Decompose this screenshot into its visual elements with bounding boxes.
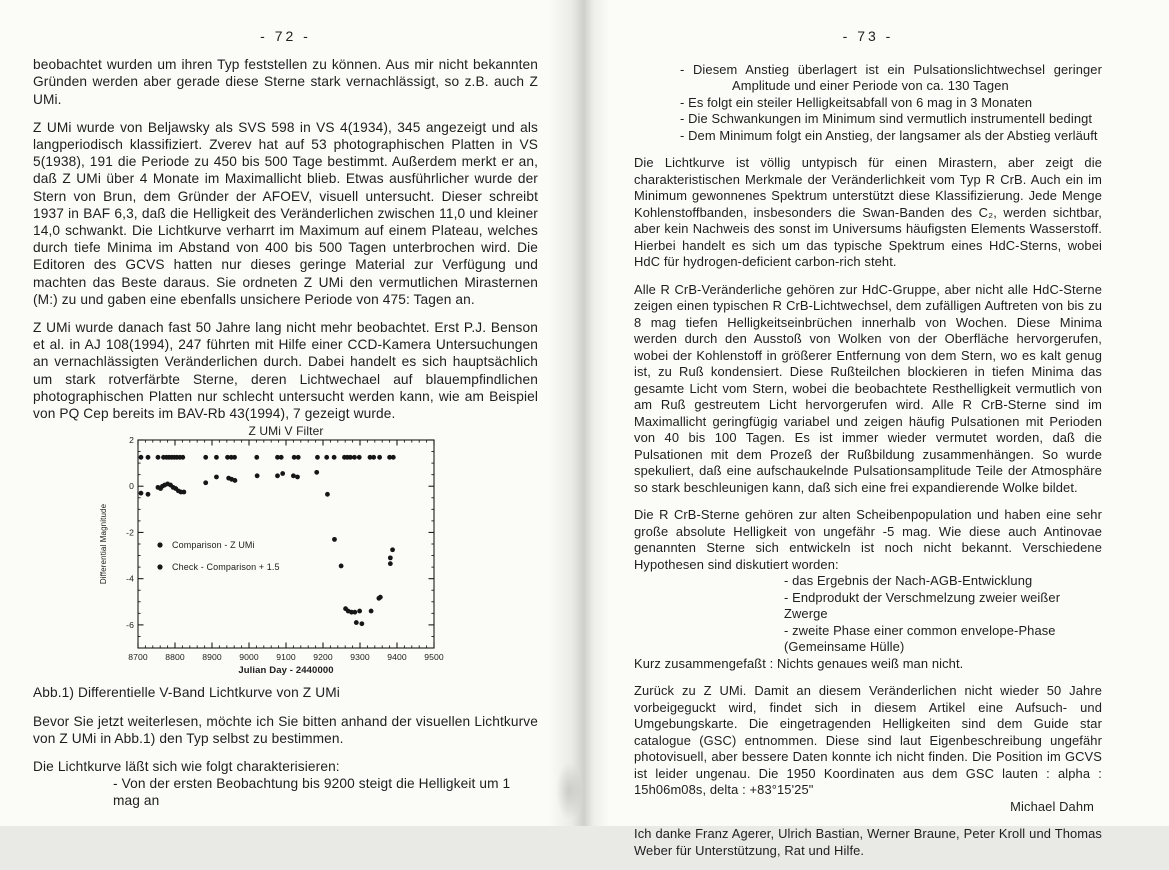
svg-text:Check - Comparison + 1.5: Check - Comparison + 1.5 xyxy=(172,562,280,573)
page-gutter-shadow xyxy=(548,0,610,826)
list-item: - Dem Minimum folgt ein Anstieg, der langsamer als der Abstieg verläuft xyxy=(680,127,1098,143)
list-item: - zweite Phase einer common envelope-Phase (Gemeinsame Hülle) xyxy=(784,622,1056,654)
paragraph: Die Lichtkurve läßt sich wie folgt charakterisieren: xyxy=(33,759,340,775)
list-item-continuation: Amplitude und einer Periode von ca. 130 Tagen xyxy=(732,78,1009,93)
paragraph: Die Lichtkurve ist völlig untypisch für einen Mirastern, aber zeigt die charakteristischen Merkmale der Veränderlichkeit vom Typ R CrB. Auch ein im Minimum gewonnenes Spektrum unterstützt diese Klassifizierung. Jede Menge Kohlenstoffbanden, insbesonders die Swan-Banden des C₂, werden sichtbar, aber kein Nachweis des sonst im Universums häufigsten Elements Wasserstoff. Hierbei handelt es sich um das typische Spektrum eines HdC-Sterns, wobei HdC für hydrogen-deficient carbon-rich steht. xyxy=(634,155,1102,269)
paragraph: beobachtet wurden um ihren Typ feststellen zu können. Aus mir nicht bekannten Gründen werden aber gerade diese Sterne stark vernachlässigt, so z.B. auch Z UMi. xyxy=(33,57,538,107)
paragraph: Die R CrB-Sterne gehören zur alten Scheibenpopulation und haben eine sehr große absolute Helligkeit von ungefähr -5 mag. Wie diese auch Antinovae genannten Sterne sich entwickeln ist noch nicht bekannt. Verschiedene Hypothesen sind diskutiert worden: xyxy=(634,507,1102,572)
svg-text:8900: 8900 xyxy=(202,652,222,663)
list-item: - Endprodukt der Verschmelzung zweier weißer Zwerge xyxy=(784,589,1061,621)
paragraph: Zurück zu Z UMi. Damit an diesem Veränderlichen nicht wieder 50 Jahre vorbeigeguckt wird, findet sich in diesem Artikel eine Aufsuch- und Umgebungskarte. Die eingetragenden Helligkeiten sind dem Guide star catalogue (GSC) entnommen. Diese sind laut Eigenbeschreibung ungefähr photovisuell, aber bessere Daten konnte ich nicht finden. Die Position im GCVS ist leider ungenau. Die 1950 Koordinaten aus dem GSC lauten : alpha : 15h06m08s, delta : +83°15'25" xyxy=(634,683,1102,797)
paragraph: Bevor Sie jetzt weiterlesen, möchte ich Sie bitten anhand der visuellen Lichtkurve von Z UMi in Abb.1) den Typ selbst zu bestimmen. xyxy=(33,713,538,746)
figure-1 xyxy=(98,424,538,680)
page-72 xyxy=(33,0,538,810)
svg-text:0: 0 xyxy=(129,481,134,492)
page-73 xyxy=(634,0,1102,870)
paragraph: Alle R CrB-Veränderliche gehören zur HdC-Gruppe, aber nicht alle HdC-Sterne zeigen einen typischen R CrB-Lichtwechsel, dem zufälligen Auftreten von bis zu 8 mag tiefen Helligkeitseinbrüchen innerhalb von Wochen. Diese Minima werden durch den Ausstoß von Wolken von der Oberfläche hervorgerufen, wobei der Kohlenstoff in größerer Entfernung von dem Stern, wo es kalt genug ist, zu Ruß kondensiert. Diese Rußteilchen blockieren in tiefen Minima das gesamte Licht vom Stern, wobei die beobachtete Resthelligkeit vermutlich von am Ruß gestreutem Licht hervorgerufen wird. Alle R CrB-Sterne sind im Maximallicht geringfügig variabel und zeigen häufig Pulsationen mit Perioden von 40 bis 100 Tagen. Es ist immer wieder vermutet worden, daß die Pulsationen mit dem Prozeß der Rußbildung zusammenhängen. So wurde spekuliert, daß eine aufschaukelnde Pulsationsamplitude Teile der Atmosphäre so stark beschleunigen kann, daß sich eine frei expandierende Wolke bildet. xyxy=(634,281,1102,495)
svg-text:8700: 8700 xyxy=(128,652,148,663)
svg-text:2: 2 xyxy=(129,435,134,446)
svg-text:-4: -4 xyxy=(126,573,134,584)
svg-text:9500: 9500 xyxy=(424,652,444,663)
acknowledgement: Ich danke Franz Agerer, Ulrich Bastian, Werner Braune, Peter Kroll und Thomas Weber für Unterstützung, Rat und Hilfe. xyxy=(634,826,1102,858)
page-number-right: - 73 - xyxy=(842,28,894,44)
svg-text:Julian Day - 2440000: Julian Day - 2440000 xyxy=(238,665,334,677)
author-signature: Michael Dahm xyxy=(1010,798,1094,814)
svg-text:8800: 8800 xyxy=(165,652,185,663)
summary-line: Kurz zusammengefaßt : Nichts genaues weiß man nicht. xyxy=(634,655,964,671)
figure-caption: Abb.1) Differentielle V-Band Lichtkurve von Z UMi xyxy=(33,685,340,701)
paragraph: Z UMi wurde danach fast 50 Jahre lang nicht mehr beobachtet. Erst P.J. Benson et al. in AJ 108(1994), 247 führten mit Hilfe einer CCD-Kamera Untersuchungen an vernachlässigten Veränderlichen durch. Dabei handelt es sich hauptsächlich um stark rotverfärbte Sterne, deren Lichtwechael auf blauempfindlichen photographischen Platten nur schlecht untersucht werden kann, wie am Beispiel von PQ Cep bereits im BAV-Rb 43(1994), 7 gezeigt wurde. xyxy=(33,320,538,422)
svg-text:Differential Magnitude: Differential Magnitude xyxy=(99,504,108,585)
list-item: - Von der ersten Beobachtung bis 9200 steigt die Helligkeit um 1 mag an xyxy=(113,776,511,809)
paragraph: Z UMi wurde von Beljawsky als SVS 598 in VS 4(1934), 345 angezeigt und als langperiodisch klassifiziert. Zverev hat auf 53 photographischen Platten in VS 5(1938), 191 die Periode zu 450 bis 500 Tage bestimmt. Außerdem merkt er an, daß Z UMi über 4 Monate im Maximallicht blieb. Etwas ausführlicher wurde der Stern von Brun, dem Gründer der AFOEV, visuell untersucht. Dieser schreibt 1937 in BAF 6,3, daß die Helligkeit des Veränderlichen zwischen 11,0 und kleiner 14,0 schwankt. Die Lichtkurve verharrt im Maximum auf einem Plateau, welches durch tiefe Minima im Abstand von 400 bis 500 Tagen unterbrochen wird. Die Editoren des GCVS hatten nur dieses geringe Material zur Verfügung und machten das Beste daraus. Sie ordneten Z UMi den vermutlichen Mirasternen (M:) zu und gaben eine ebenfalls unsichere Periode von 475: Tagen an. xyxy=(33,119,538,307)
svg-text:9300: 9300 xyxy=(350,652,370,663)
light-curve-chart xyxy=(98,424,448,676)
svg-text:9100: 9100 xyxy=(276,652,296,663)
svg-text:Comparison - Z UMi: Comparison - Z UMi xyxy=(172,540,255,551)
svg-text:-2: -2 xyxy=(126,527,134,538)
scan-smudge xyxy=(556,762,582,820)
svg-text:9200: 9200 xyxy=(313,652,333,663)
list-item: - Diesem Anstieg überlagert ist ein Pulsationslichtwechsel geringer xyxy=(680,61,1102,77)
svg-text:-6: -6 xyxy=(126,620,134,631)
list-item: - Es folgt ein steiler Helligkeitsabfall von 6 mag in 3 Monaten xyxy=(680,94,1033,110)
list-item: - das Ergebnis der Nach-AGB-Entwicklung xyxy=(784,573,1033,588)
page-number-left: - 72 - xyxy=(260,28,311,44)
svg-text:9000: 9000 xyxy=(239,652,259,663)
list-item: - Die Schwankungen im Minimum sind vermutlich instrumentell bedingt xyxy=(680,111,1093,126)
svg-text:9400: 9400 xyxy=(387,652,407,663)
svg-text:Z UMi V Filter: Z UMi V Filter xyxy=(248,424,324,439)
